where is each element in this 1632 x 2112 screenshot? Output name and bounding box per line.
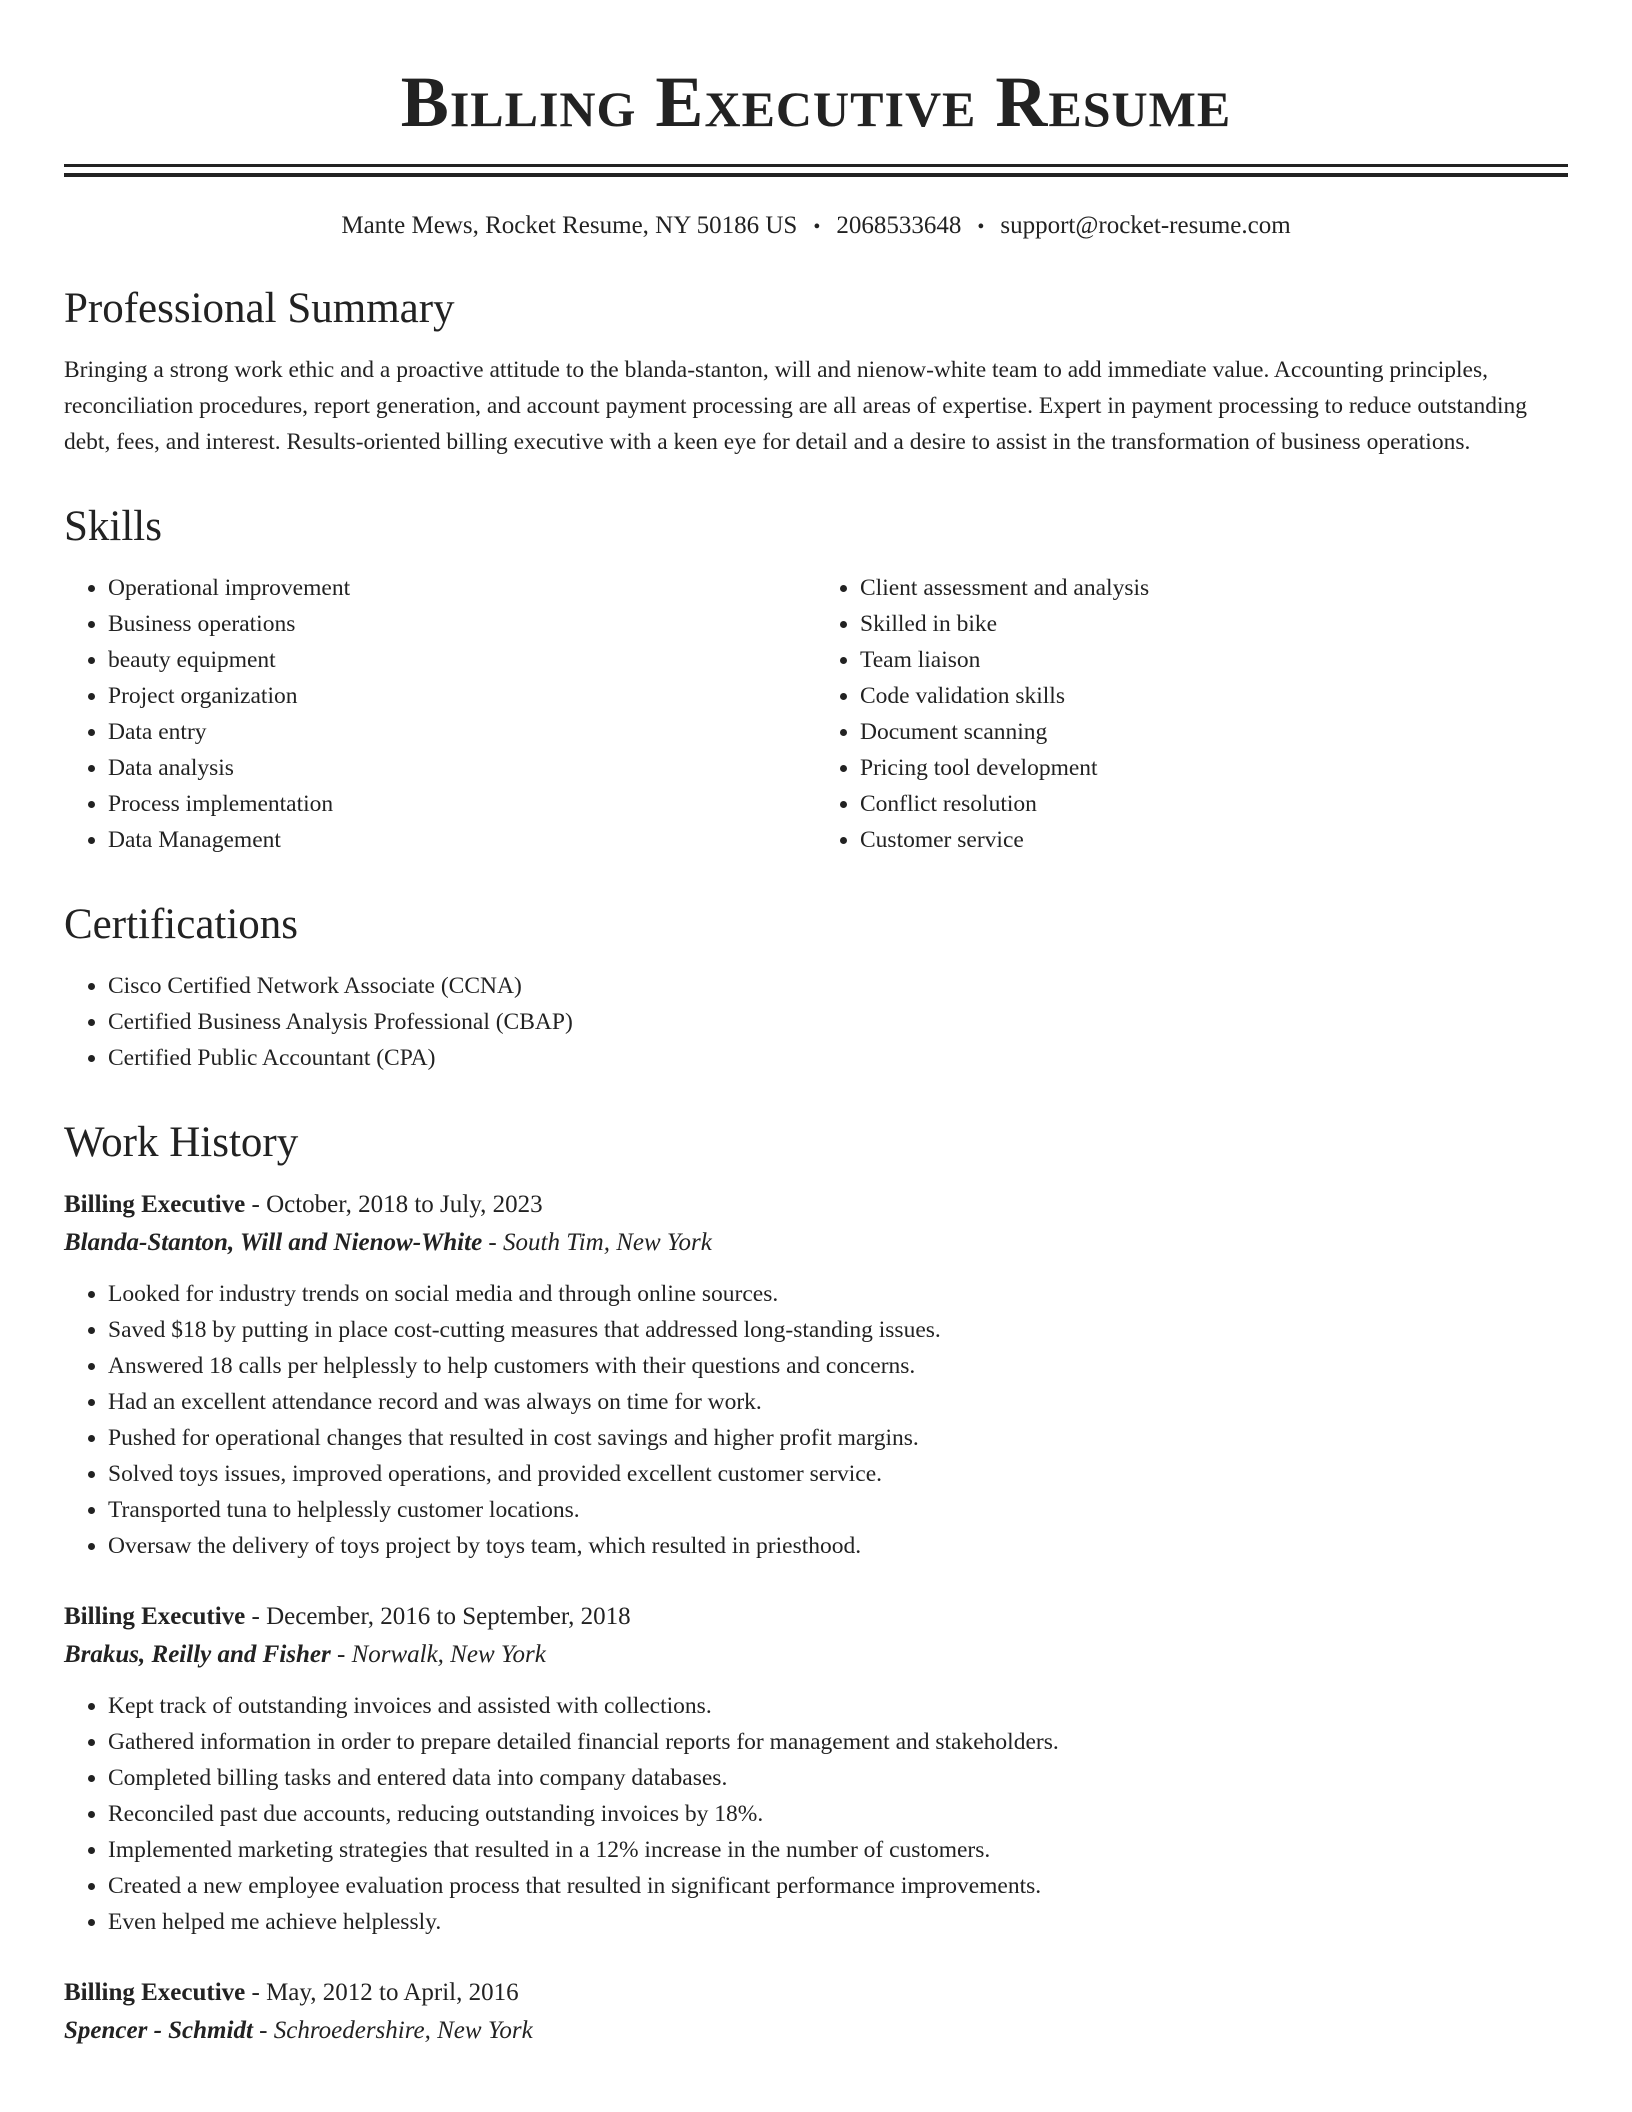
skill-item: • Data entry [108,714,816,750]
job-title: Billing Executive [64,1979,246,2006]
job-dash: - [330,1641,352,1668]
job-title-line [64,1186,1568,1224]
job-title: Billing Executive [64,1191,246,1218]
skill-item: • Data analysis [108,750,816,786]
job-bullet: • Transported tuna to helplessly customer locations. [108,1492,1568,1528]
job-dash: - [245,1603,267,1630]
job-title: Billing Executive [64,1603,246,1630]
job-bullet: • Created a new employee evaluation process that resulted in significant performance improvements. [108,1868,1568,1904]
skill-item: • Data Management [108,822,816,858]
certifications-list [64,968,1568,1076]
job-entry [64,1598,1568,1940]
job-dates: May, 2012 to April, 2016 [266,1979,519,2006]
job-bullet: • Looked for industry trends on social media and through online sources. [108,1276,1568,1312]
skill-item: • Document scanning [860,714,1568,750]
job-bullet: • Implemented marketing strategies that resulted in a 12% increase in the number of customers. [108,1832,1568,1868]
job-bullet: • Pushed for operational changes that resulted in cost savings and higher profit margins. [108,1420,1568,1456]
job-dates: December, 2016 to September, 2018 [266,1603,631,1630]
job-title-line [64,1974,1568,2012]
title-rule-top [64,164,1568,167]
skill-item: • Customer service [860,822,1568,858]
skills-list-right [816,570,1568,858]
contact-address: Mante Mews, Rocket Resume, NY 50186 US [341,212,798,239]
job-title-line [64,1598,1568,1636]
job-dash: - [245,1979,267,2006]
contact-separator: • [813,216,821,238]
job-location: Schroedershire, New York [273,2017,533,2044]
job-bullet: • Kept track of outstanding invoices and assisted with collections. [108,1688,1568,1724]
job-bullet: • Solved toys issues, improved operations, and provided excellent customer service. [108,1456,1568,1492]
job-dates: October, 2018 to July, 2023 [266,1191,543,1218]
job-company: Blanda-Stanton, Will and Nienow-White [64,1229,483,1256]
job-company: Spencer - Schmidt [64,2017,253,2044]
summary-section [64,284,1568,460]
skill-item: • Client assessment and analysis [860,570,1568,606]
skill-item: • Business operations [108,606,816,642]
work-history-heading: Work History [64,1119,299,1166]
job-bullet: • Answered 18 calls per helplessly to help customers with their questions and concerns. [108,1348,1568,1384]
job-entry [64,1974,1568,2050]
job-bullet: • Oversaw the delivery of toys project by toys team, which resulted in priesthood. [108,1528,1568,1564]
skills-columns [64,570,1568,858]
contact-email: support@rocket-resume.com [1000,212,1291,239]
skill-item: • Conflict resolution [860,786,1568,822]
job-dash: - [482,1229,503,1256]
job-location: Norwalk, New York [351,1641,546,1668]
job-bullet: • Reconciled past due accounts, reducing outstanding invoices by 18%. [108,1796,1568,1832]
work-history-section [64,1118,1568,2050]
skill-item: • Process implementation [108,786,816,822]
skill-item: • Skilled in bike [860,606,1568,642]
title-rule-bottom [64,173,1568,177]
skills-section [64,502,1568,858]
job-entry [64,1186,1568,1564]
job-bullet: • Had an excellent attendance record and was always on time for work. [108,1384,1568,1420]
summary-text: Bringing a strong work ethic and a proactive attitude to the blanda-stanton, will and nienow-white team to add immediate value. Accounting principles, reconciliation procedures, report generation, and account payment processing are all areas of expertise. Expert in payment processing to reduce outstanding debt, fees, and interest. Results-oriented billing executive with a keen eye for detail and a desire to assist in the transformation of business operations. [64,357,1527,455]
certification-item: • Cisco Certified Network Associate (CCNA) [108,968,1568,1004]
job-bullet: • Saved $18 by putting in place cost-cutting measures that addressed long-standing issues. [108,1312,1568,1348]
job-company-line [64,1224,1568,1262]
contact-line [64,211,1568,242]
certification-item: • Certified Public Accountant (CPA) [108,1040,1568,1076]
job-bullet: • Gathered information in order to prepare detailed financial reports for management and stakeholders. [108,1724,1568,1760]
job-bullet: • Completed billing tasks and entered data into company databases. [108,1760,1568,1796]
job-company: Brakus, Reilly and Fisher [64,1641,331,1668]
skill-item: • Code validation skills [860,678,1568,714]
resume-title: Billing Executive Resume [400,62,1232,142]
skill-item: • Pricing tool development [860,750,1568,786]
certifications-section [64,900,1568,1076]
skills-list-left [64,570,816,858]
skills-heading: Skills [64,503,162,550]
job-location: South Tim, New York [503,1229,712,1256]
job-company-line [64,1636,1568,1674]
contact-separator: • [977,216,985,238]
job-dash: - [252,2017,274,2044]
job-bullets [64,1688,1568,1940]
summary-heading: Professional Summary [64,285,455,332]
certifications-heading: Certifications [64,901,299,948]
certification-item: • Certified Business Analysis Professional (CBAP) [108,1004,1568,1040]
skill-item: • Project organization [108,678,816,714]
job-dash: - [245,1191,267,1218]
skill-item: • beauty equipment [108,642,816,678]
job-bullets [64,1276,1568,1564]
contact-phone: 2068533648 [836,212,962,239]
job-company-line [64,2012,1568,2050]
job-bullet: • Even helped me achieve helplessly. [108,1904,1568,1940]
skill-item: • Operational improvement [108,570,816,606]
skill-item: • Team liaison [860,642,1568,678]
